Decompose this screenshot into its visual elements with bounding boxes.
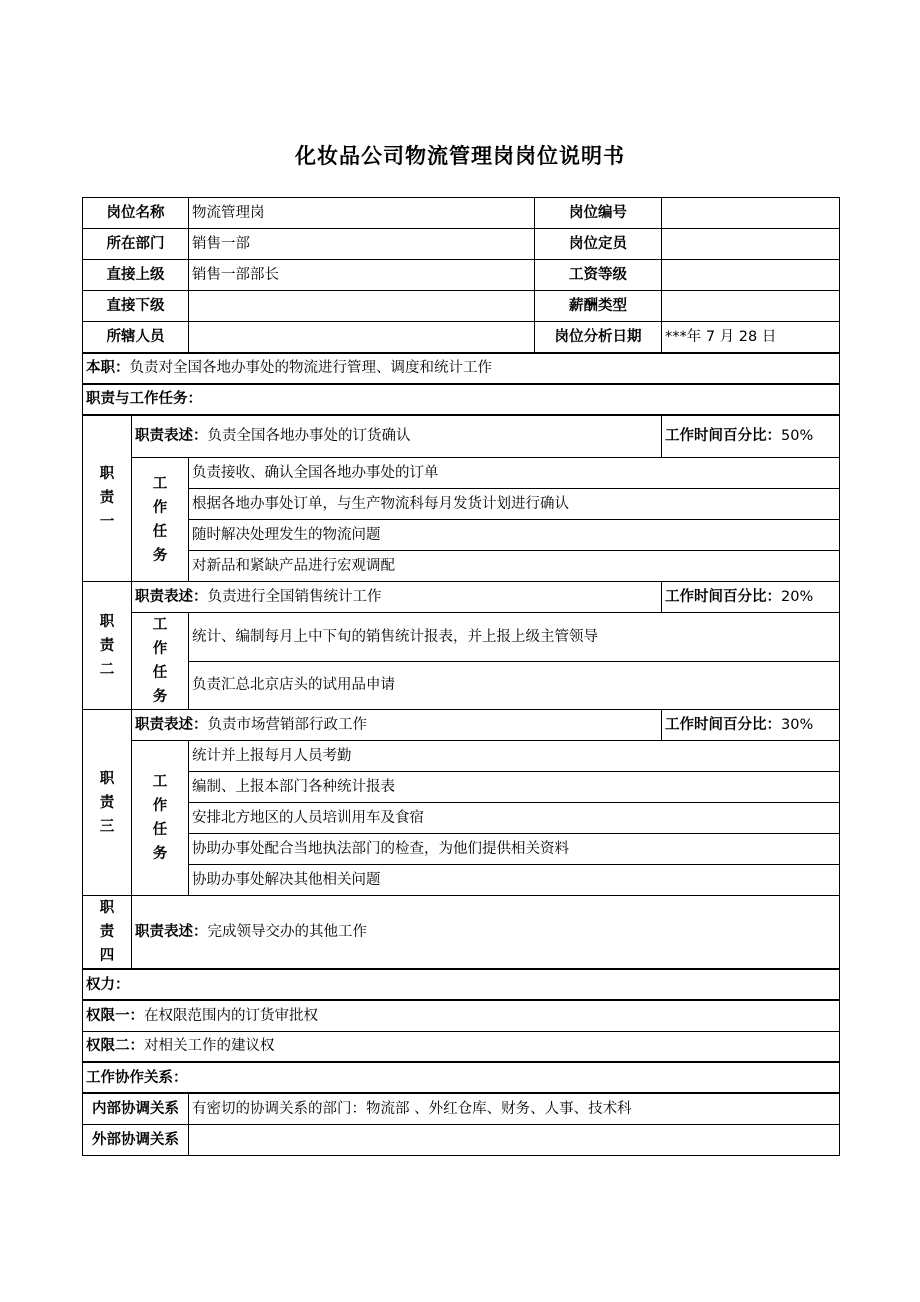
task-text: 随时解决处理发生的物流问题 [189,520,840,551]
task-row [83,520,840,551]
task-row [83,458,840,489]
authority-value: 对相关工作的建议权 [144,1038,275,1055]
task-row [83,551,840,582]
date-value: ***年 7 月 28 日 [662,322,840,353]
desc-label: 职责表述： [135,717,208,733]
date-label: 岗位分析日期 [535,322,662,353]
duty-desc-row [83,710,840,741]
quota-value [662,229,840,260]
name-value: 物流管理岗 [189,198,535,229]
subordinate-value [189,291,535,322]
info-row [83,322,840,353]
relations-row [83,1093,840,1124]
authority-row [83,1000,840,1031]
name-label: 岗位名称 [83,198,189,229]
main-duty-value: 负责对全国各地办事处的物流进行管理、调度和统计工作 [129,360,492,376]
code-label: 岗位编号 [535,198,662,229]
task-label: 工 作 任 务 [132,458,189,582]
internal-value: 有密切的协调关系的部门：物流部 、外红仓库、财务、人事、技术科 [189,1093,840,1124]
duty-desc-row [83,582,840,613]
desc-label: 职责表述： [135,924,208,940]
task-row [83,772,840,803]
salary-value [662,291,840,322]
grade-label: 工资等级 [535,260,662,291]
superior-label: 直接上级 [83,260,189,291]
superior-value: 销售一部部长 [189,260,535,291]
info-row [83,198,840,229]
task-label: 工 作 任 务 [132,613,189,710]
staff-value [189,322,535,353]
staff-label: 所辖人员 [83,322,189,353]
main-duty-label: 本职： [86,360,130,376]
task-row [83,741,840,772]
task-text: 协助办事处配合当地执法部门的检查，为他们提供相关资料 [189,834,840,865]
duty-2-pct: 20% [781,589,814,605]
salary-label: 薪酬类型 [535,291,662,322]
duty-3-desc: 负责市场营销部行政工作 [207,717,367,733]
job-description-table [82,197,840,1156]
authority-header: 权力： [83,969,840,1000]
info-row [83,229,840,260]
task-row [83,834,840,865]
duty-1-name: 职 责 一 [83,415,132,582]
duties-header-row [83,384,840,415]
task-text: 协助办事处解决其他相关问题 [189,865,840,896]
authority-label: 权限一： [86,1007,144,1024]
duty-2-desc: 负责进行全国销售统计工作 [207,589,382,605]
task-row [83,803,840,834]
relations-header-row [83,1062,840,1093]
dept-label: 所在部门 [83,229,189,260]
internal-label: 内部协调关系 [83,1093,189,1124]
authority-label: 权限二： [86,1038,144,1055]
task-text: 编制、上报本部门各种统计报表 [189,772,840,803]
authority-row [83,1031,840,1062]
authority-header-row [83,969,840,1000]
external-label: 外部协调关系 [83,1124,189,1155]
duty-1-desc: 负责全国各地办事处的订货确认 [207,428,411,445]
task-text: 统计、编制每月上中下旬的销售统计报表，并上报上级主管领导 [189,613,840,662]
main-duty-row [83,353,840,384]
grade-value [662,260,840,291]
subordinate-label: 直接下级 [83,291,189,322]
task-text: 根据各地办事处订单，与生产物流科每月发货计划进行确认 [189,489,840,520]
task-row [83,865,840,896]
duty-4-desc: 完成领导交办的其他工作 [207,924,367,940]
external-value [189,1124,840,1155]
task-row [83,613,840,662]
task-text: 统计并上报每月人员考勤 [189,741,840,772]
task-text: 对新品和紧缺产品进行宏观调配 [189,551,840,582]
duty-3-pct: 30% [781,717,814,733]
relations-row [83,1124,840,1155]
duty-3-name: 职 责 三 [83,710,132,896]
pct-label: 工作时间百分比： [665,717,781,733]
duty-desc-row [83,896,840,970]
authority-value: 在权限范围内的订货审批权 [144,1007,318,1024]
duty-1-pct: 50% [781,428,814,445]
desc-label: 职责表述： [135,428,208,445]
info-row [83,291,840,322]
task-text: 负责接收、确认全国各地办事处的订单 [189,458,840,489]
quota-label: 岗位定员 [535,229,662,260]
pct-label: 工作时间百分比： [665,428,781,445]
duties-header: 职责与工作任务： [83,384,840,415]
task-text: 负责汇总北京店头的试用品申请 [189,661,840,710]
code-value [662,198,840,229]
desc-label: 职责表述： [135,589,208,605]
duty-4-name: 职 责 四 [83,896,132,970]
task-label: 工 作 任 务 [132,741,189,896]
info-row [83,260,840,291]
duty-2-name: 职 责 二 [83,582,132,710]
task-row [83,489,840,520]
task-row [83,661,840,710]
page-title: 化妆品公司物流管理岗岗位说明书 [295,144,625,168]
duty-desc-row [83,415,840,458]
dept-value: 销售一部 [189,229,535,260]
relations-header: 工作协作关系： [83,1062,840,1093]
pct-label: 工作时间百分比： [665,589,781,605]
task-text: 安排北方地区的人员培训用车及食宿 [189,803,840,834]
